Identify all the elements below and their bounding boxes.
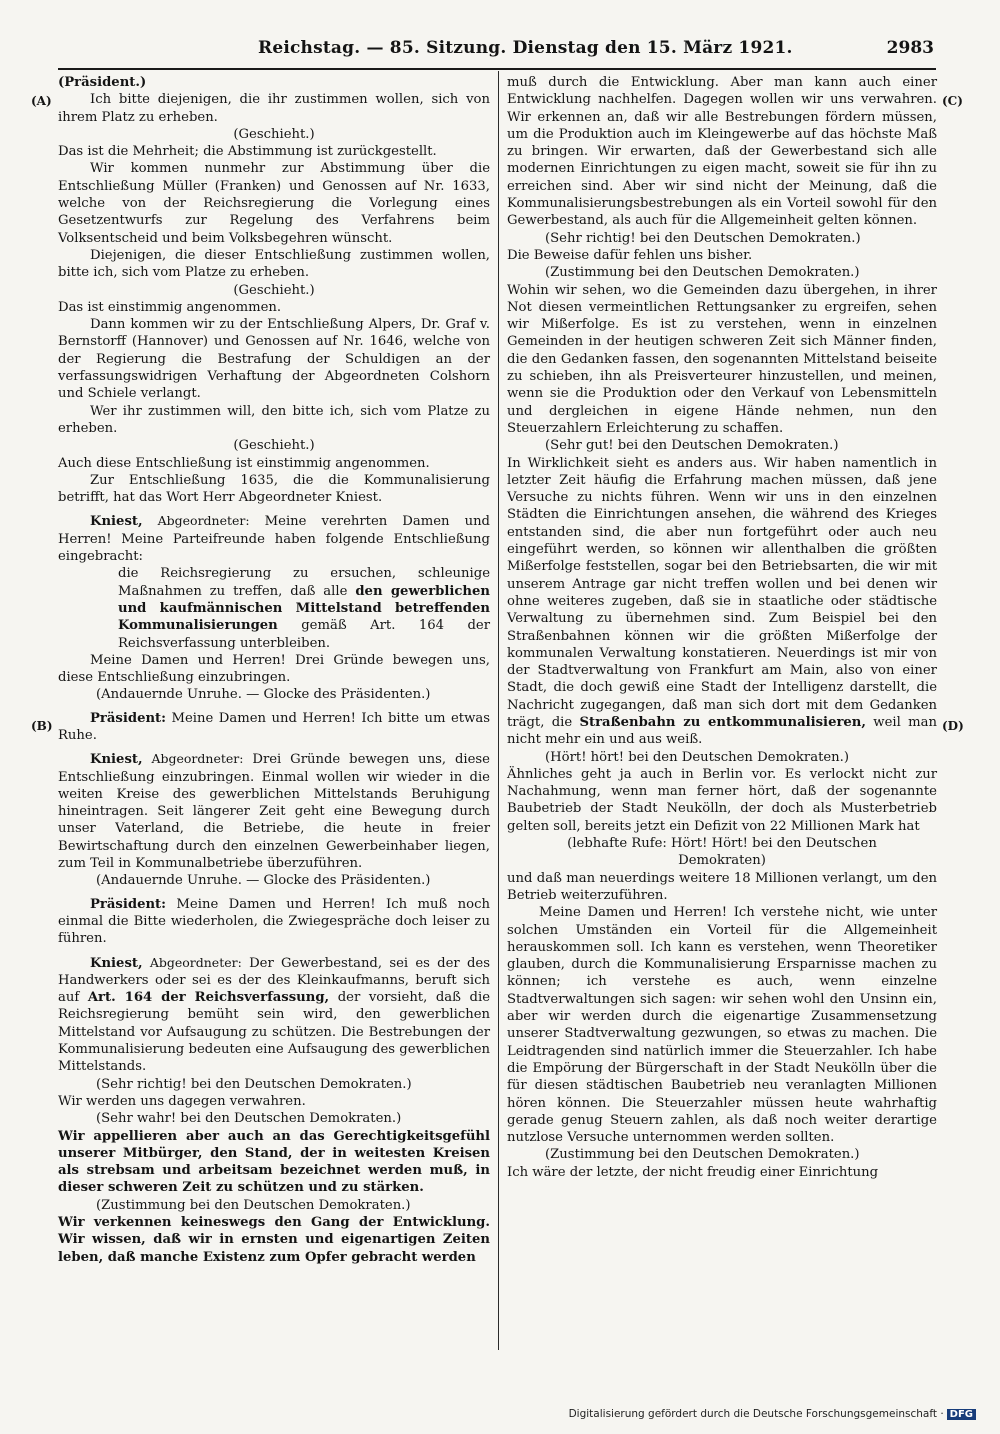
page-header [258, 38, 934, 66]
margin-marker-a: (A) [31, 94, 52, 108]
quote-text: gemäß Art. 164 der Reichsverfassung unterbleiben. [118, 618, 490, 651]
paragraph: Wohin wir sehen, wo die Gemeinden dazu übergehen, in ihrer Not diesen vermeintlichen Rettungsanker zu ergreifen, sehen wir Mißerfolge. Es ist zu verstehen, wenn in einzelnen Gemeinden in der heutigen schweren Zeit sich Männer finden, die den Gedanken fassen, den sogenannten Mittelstand beiseite zu schieben, ihn als Preisverteurer hinzustellen, und meinen, wenn sie die Produktion oder den Verkauf von Lebensmitteln und dergleichen in eigene Hände nehmen, nun den Steuerzahlern Erleichterung zu schaffen. [507, 282, 937, 436]
speech-text: Meine Damen und Herren! Ich muß noch einmal die Bitte wiederholen, die Zwiegespräche doch leiser zu führen. [58, 896, 490, 947]
stage-direction: (Zustimmung bei den Deutschen Demokraten.) [96, 1197, 411, 1213]
quote-text: die Reichsregierung zu ersuchen, schleunige Maßnahmen zu treffen, daß alle [118, 566, 490, 599]
speech-kniest-3 [58, 954, 490, 1076]
speech-praesident-1 [58, 710, 490, 745]
running-head: Reichstag. — 85. Sitzung. Dienstag den 15. März 1921. [258, 38, 793, 58]
resolution-quote [118, 565, 490, 651]
left-column [58, 74, 490, 1266]
stage-direction: (Sehr richtig! bei den Deutschen Demokraten.) [545, 230, 861, 246]
paragraph-text: In Wirklichkeit sieht es anders aus. Wir haben namentlich in letzter Zeit häufig die Erfahrung machen müssen, daß jene Versuche zu nichts führen. Wenn wir uns in den einzelnen Städten die Einrichtungen ansehen, die während des Krieges entstanden sind, die aber nun fortgeführt oder auch neu eingeführt werden, so können wir allenthalben die größten Mißerfolge feststellen, sogar bei den Betriebsarten, die wir mit unserem Antrage gar nicht treffen wollen und bei denen wir ohne weiteres zugeben, daß sie in staatliche oder städtische Verwaltung zu übernehmen sind. Zum Beispiel bei den Straßenbahnen können wir die größten Mißerfolge der kommunalen Verwaltung konstatieren. Neuerdings ist mir von der Stadtverwaltung von Frankfurt am Main, also von einer Stadt, die doch gewiß eine Stadt der Intelligenz darstellt, die Nachricht zugegangen, daß man sich dort mit dem Gedanken trägt, die [507, 455, 937, 730]
speaker-name: Kniest, [90, 955, 143, 971]
header-rule [58, 68, 936, 70]
speaker-role: Abgeordneter: [157, 513, 250, 529]
right-column [507, 74, 937, 1181]
paragraph: Das ist einstimmig angenommen. [58, 299, 282, 315]
page-number: 2983 [886, 38, 934, 58]
stage-direction: (Andauernde Unruhe. — Glocke des Präsidenten.) [96, 687, 431, 703]
stage-direction: (Sehr richtig! bei den Deutschen Demokraten.) [96, 1076, 412, 1092]
speaker-name: Präsident: [90, 710, 167, 726]
speech-emphasis: Art. 164 der Reichsverfassung, [87, 990, 330, 1006]
stage-direction: Demokraten) [678, 853, 766, 869]
speaker-name: Präsident: [90, 896, 167, 912]
digitization-credit [569, 1408, 976, 1420]
stage-direction: (lebhafte Rufe: Hört! Hört! bei den Deutschen [567, 836, 877, 852]
speech-text: Drei Gründe bewegen uns, diese Entschließung einzubringen. Einmal wollen wir wieder in die weiten Kreise des gewerblichen Mittelstands Beruhigung hineintragen. Seit längerer Zeit geht eine Bewegung durch unser Vaterland, die Betriebe, die heute in freier Bewirtschaftung durch den einzelnen Gewerbeinhaber liegen, zum Teil in Kommunalbetriebe überzuführen. [58, 752, 490, 872]
paragraph: Ich wäre der letzte, der nicht freudig einer Einrichtung [507, 1164, 879, 1180]
paragraph: Die Beweise dafür fehlen uns bisher. [507, 247, 753, 263]
speech-praesident-2 [58, 896, 490, 948]
paragraph: Wir verkennen keineswegs den Gang der Entwicklung. Wir wissen, daß wir in ernsten und eigenartigen Zeiten leben, daß manche Existenz zum Opfer gebracht werden [58, 1215, 490, 1265]
speech-text: Meine Damen und Herren! Ich bitte um etwas Ruhe. [58, 710, 490, 743]
margin-marker-d: (D) [942, 719, 964, 733]
paragraph: Wir werden uns dagegen verwahren. [58, 1093, 306, 1109]
paragraph: Ich bitte diejenigen, die ihr zustimmen wollen, sich von ihrem Platz zu erheben. [58, 92, 490, 125]
paragraph: muß durch die Entwicklung. Aber man kann auch einer Entwicklung nachhelfen. Dagegen wollen wir uns verwahren. Wir erkennen an, daß wir alle Bestrebungen fördern müssen, um die Produktion auch im Kleingewerbe auf das höchste Maß zu bringen. Wir erwarten, daß der Gewerbestand sich alle modernen Einrichtungen zu eigen macht, soweit sie für ihn zu erreichen sind. Aber wir sind nicht der Meinung, daß die Kommunalisierungsbestrebungen als ein Vorteil sowohl für den Gewerbestand, als auch für die Allgemeinheit gelten können. [507, 75, 937, 229]
stage-direction: (Zustimmung bei den Deutschen Demokraten.) [545, 265, 860, 281]
paragraph: Auch diese Entschließung ist einstimmig angenommen. [58, 455, 430, 471]
speaker-tag: (Präsident.) [58, 75, 147, 90]
paragraph: Wir appellieren aber auch an das Gerechtigkeitsgefühl unserer Mitbürger, den Stand, der in weitesten Kreisen als strebsam und arbeitsam bezeichnet werden muß, in dieser schweren Zeit zu schützen und zu stärken. [58, 1128, 490, 1196]
speech-kniest-1 [58, 512, 490, 565]
paragraph: Dann kommen wir zu der Entschließung Alpers, Dr. Graf v. Bernstorff (Hannover) und Genossen auf Nr. 1646, welche von der Regierung die Bestrafung der Schuldigen an der verfassungswidrigen Verhaftung der Abgeordneten Colshorn und Schiele verlangt. [58, 317, 490, 402]
speaker-role: Abgeordneter: [149, 954, 242, 970]
paragraph: Wer ihr zustimmen will, den bitte ich, sich vom Platze zu erheben. [58, 403, 490, 436]
speech-kniest-2 [58, 750, 490, 872]
paragraph: Meine Damen und Herren! Drei Gründe bewegen uns, diese Entschließung einzubringen. [58, 652, 490, 686]
credit-text: Digitalisierung gefördert durch die Deutsche Forschungsgemeinschaft · [568, 1408, 944, 1420]
paragraph-emphasis: Straßenbahn zu entkommunalisieren, [579, 714, 866, 730]
column-divider [498, 71, 499, 1350]
speaker-role: Abgeordneter: [151, 751, 244, 767]
paragraph: Wir kommen nunmehr zur Abstimmung über die Entschließung Müller (Franken) und Genossen auf Nr. 1633, welche von der Reichsregierung die Vorlegung eines Gesetzentwurfs zur Regelung des Verfahrens beim Volksentscheid und beim Volksbegehren wünscht. [58, 161, 490, 246]
paragraph: Meine Damen und Herren! Ich verstehe nicht, wie unter solchen Umständen ein Vorteil für die Allgemeinheit herauskommen soll. Ich kann es verstehen, wenn Theoretiker glauben, durch die Kommunalisierung Ersparnisse machen zu können; ich verstehe es auch, wenn einzelne Stadtverwaltungen sich sagen: wir sehen wohl den Unsinn ein, aber wir werden durch die eigenartige Zusammensetzung unserer Stadtverwaltung gezwungen, so etwas zu machen. Die Leidtragenden sind natürlich immer die Steuerzahler. Ich habe die Empörung der Bürgerschaft in der Stadt Neukölln über die für diesen städtischen Baubetrieb neu veranlagten Millionen hören können. Die Steuerzahler müssen heute wahrhaftig gerade genug Steuern zahlen, als daß noch weiter derartige nutzlose Versuche unternommen werden sollten. [507, 905, 937, 1146]
dfg-logo: DFG [947, 1409, 976, 1420]
paragraph: und daß man neuerdings weitere 18 Millionen verlangt, um den Betrieb weiterzuführen. [507, 870, 937, 903]
speaker-name: Kniest, [90, 752, 143, 768]
stage-direction: (Zustimmung bei den Deutschen Demokraten.) [545, 1147, 860, 1163]
speech-text: Meine verehrten Damen und Herren! Meine Parteifreunde haben folgende Entschließung eingebracht: [58, 514, 491, 565]
stage-direction: (Geschieht.) [233, 282, 315, 298]
stage-direction: (Geschieht.) [233, 438, 315, 454]
quote-emphasis: den gewerblichen und kaufmännischen Mittelstand betreffenden Kommunalisierungen [118, 583, 490, 634]
paragraph: Das ist die Mehrheit; die Abstimmung ist zurückgestellt. [58, 144, 437, 160]
stage-direction: (Sehr wahr! bei den Deutschen Demokraten.) [96, 1111, 402, 1127]
stage-direction: (Hört! hört! bei den Deutschen Demokraten.) [545, 749, 850, 765]
paragraph: Zur Entschließung 1635, die die Kommunalisierung betrifft, hat das Wort Herr Abgeordneter Kniest. [58, 472, 490, 506]
speaker-name: Kniest, [90, 514, 143, 530]
speech-text: Der Gewerbestand, sei es der des Handwerkers oder sei es der des Kleinkaufmanns, beruft sich auf [58, 955, 490, 1006]
paragraph [507, 455, 937, 749]
margin-marker-c: (C) [942, 94, 963, 108]
stage-direction: (Geschieht.) [233, 126, 315, 142]
paragraph-text: weil man nicht mehr ein und aus weiß. [507, 714, 937, 748]
stage-direction: (Andauernde Unruhe. — Glocke des Präsidenten.) [96, 873, 431, 889]
paragraph: Ähnliches geht ja auch in Berlin vor. Es verlockt nicht zur Nachahmung, wenn man ferner hört, daß der sogenannte Baubetrieb der Stadt Neukölln, der doch als Musterbetrieb gelten soll, bereits jetzt ein Defizit von 22 Millionen Mark hat [507, 766, 937, 834]
speech-text: der vorsieht, daß die Reichsregierung bemüht sein wird, den gewerblichen Mittelstand vor Aufsaugung zu schützen. Die Bestrebungen der Kommunalisierung bedeuten eine Aufsaugung des gewerblichen Mittelstands. [58, 990, 491, 1075]
stage-direction: (Sehr gut! bei den Deutschen Demokraten.) [545, 438, 839, 454]
paragraph: Diejenigen, die dieser Entschließung zustimmen wollen, bitte ich, sich vom Platze zu erheben. [58, 247, 490, 281]
margin-marker-b: (B) [31, 719, 53, 733]
